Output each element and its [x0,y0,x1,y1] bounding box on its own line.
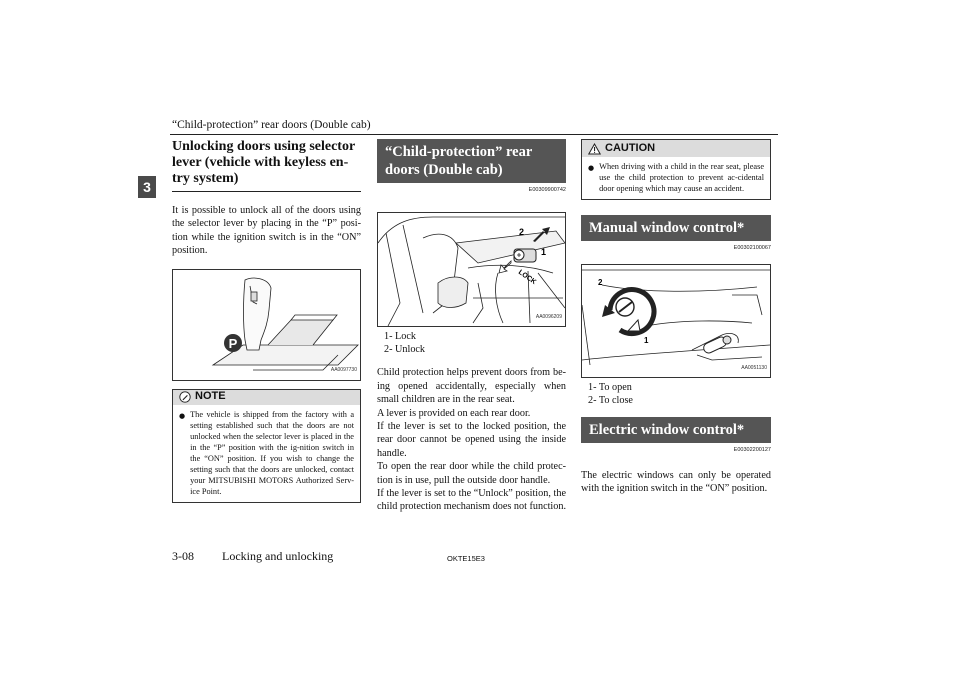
selector-lever-figure [172,269,361,381]
caution-box [581,139,771,200]
section-code: E00302200127 [733,447,771,454]
callout-2: 2 [598,278,603,288]
running-header: “Child-protection” rear doors (Double cab) [172,119,371,131]
paragraph: If the lever is set to the “Unlock” position, the child protection mechanism does not function. [377,488,566,513]
note-header [173,390,360,405]
note-text: The vehicle is shipped from the factory with a setting established such that the doors are not unlocked when the selector lever is placed in the in the “P” position with the ig-nition switch in the “ON” position. If you wish to change the setting such that the doors are unlocked, contact your MITSUBISHI MOTORS Authorized Serv-ice Point. [190,409,354,496]
manual-window-banner: Manual window control* [581,215,771,241]
caption-open: 1- To open [588,382,632,394]
caution-content [582,157,770,199]
unlocking-intro: It is possible to unlock all of the doors using the selector lever by placing in the “P” posi-tion while the ignition switch is in the “ON” position. [172,205,361,257]
middle-column [377,139,566,514]
document-code: OKTE15E3 [447,554,485,563]
note-pencil-icon [179,391,191,403]
figure-code: AA0097730 [330,367,357,374]
caution-title: CAUTION [605,141,656,154]
paragraph: To open the rear door while the child protec-tion is in use, pull the outside door handle. [377,461,566,486]
section-code: E00309900742 [528,187,566,193]
window-crank-captions [581,381,771,407]
section-heading-unlocking: Unlocking doors using selector lever (vehicle with keyless en-try system) [172,139,361,192]
bullet-icon: ● [179,411,186,420]
note-box [172,389,361,503]
paragraph: A lever is provided on each rear door. [377,407,531,419]
header-rule [170,134,778,135]
paragraph: If the lever is set to the locked position, the rear door cannot be opened using the inside handle. [377,421,566,459]
note-title: NOTE [195,390,226,403]
left-column [172,139,361,503]
section-code: E00302100067 [733,245,771,251]
caption-close: 2- To close [588,395,633,407]
caution-text: When driving with a child in the rear seat, please use the child protection to prevent ac-cidental door opening which may cause an accident. [599,162,764,193]
window-crank-illustration [582,265,770,377]
right-column [581,139,771,496]
caution-header [582,140,770,157]
park-label: P [228,335,238,351]
figure-code: AA0096209 [535,314,562,320]
caption-unlock: 2- Unlock [384,344,426,356]
callout-1: 1 [541,247,547,258]
warning-triangle-icon [588,143,601,155]
child-lock-illustration [378,213,565,326]
child-lock-figure [377,212,566,327]
bullet-icon: ● [588,164,595,172]
child-protection-banner: “Child-protection” rear doors (Double cab) [377,139,566,183]
callout-2: 2 [519,227,525,238]
window-crank-figure [581,264,771,378]
electric-window-text: The electric windows can only be operated with the ignition switch in the “ON” position. [581,469,771,495]
paragraph: Child protection helps prevent doors from be-ing opened accidentally, especially when small children are in the rear seat. [377,367,566,406]
chapter-title: Locking and unlocking [222,549,334,563]
note-content [173,405,360,502]
page-number: 3-08 [172,549,194,563]
selector-lever-illustration [173,270,360,380]
lock-marking: LOCK [516,269,538,287]
child-lock-captions [377,330,566,356]
caption-lock: 1- Lock [384,331,416,343]
callout-1: 1 [644,336,649,346]
section-tab: 3 [138,176,156,198]
electric-window-banner: Electric window control* [581,417,771,443]
figure-code: AA0051130 [741,365,767,371]
child-protection-body [377,366,566,513]
